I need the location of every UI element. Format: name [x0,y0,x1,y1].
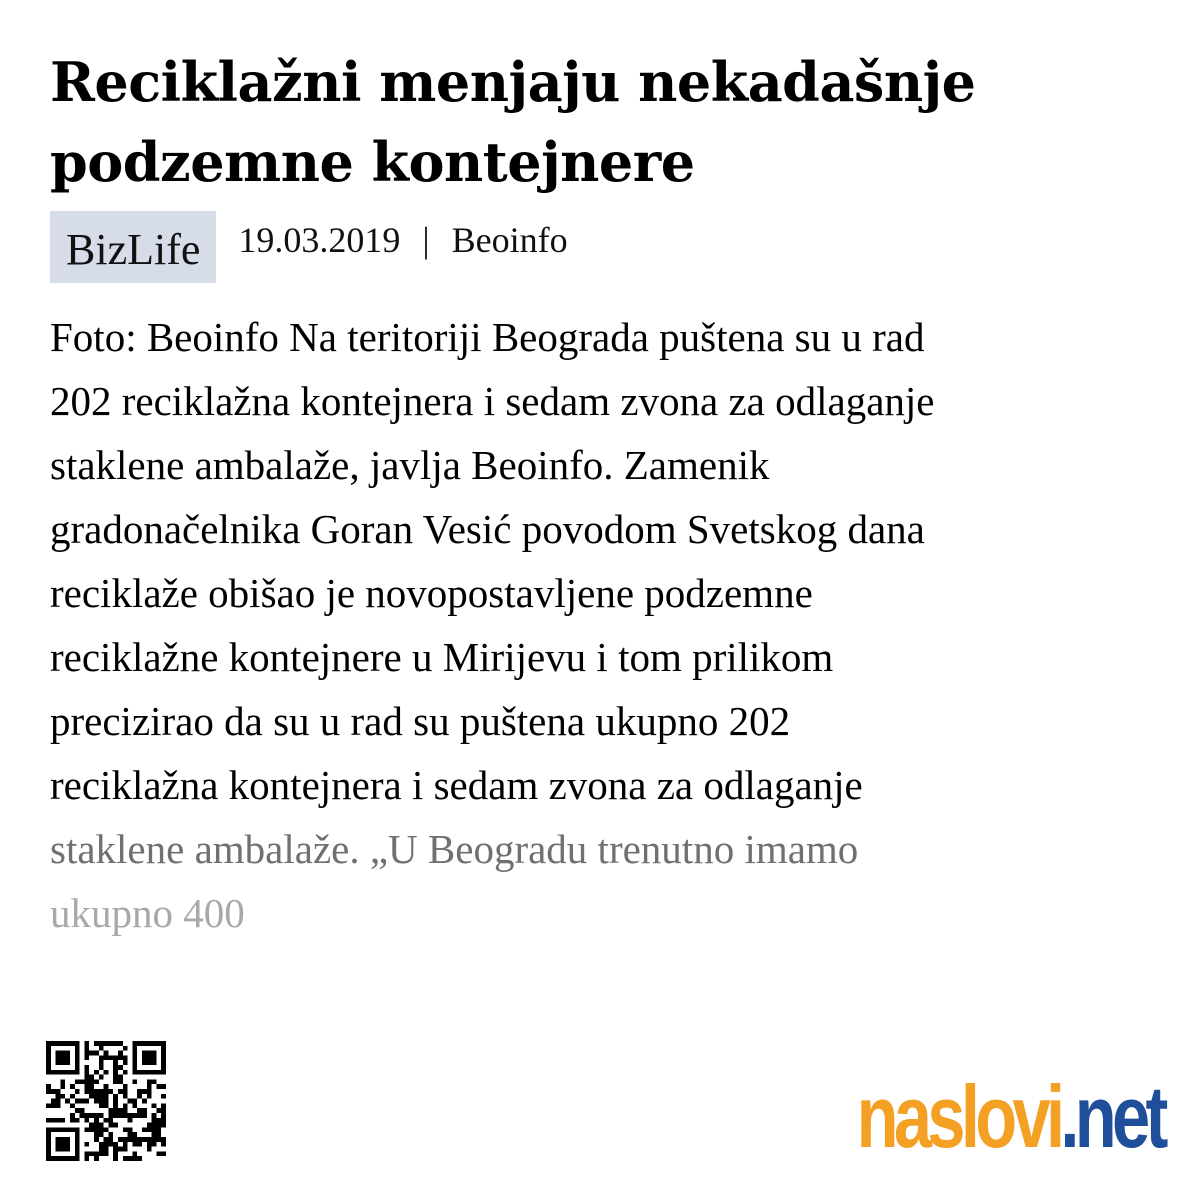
qr-module [94,1137,99,1142]
article-title[interactable]: Reciklažni menjaju nekadašnje podzemne kontejnere [50,50,976,194]
qr-module [123,1046,128,1051]
logo-text-left: naslovi [856,1067,1061,1166]
body-line: reciklažne kontejnere u Mirijevu i tom prilikom [50,634,834,680]
qr-module [161,1151,166,1156]
qr-module [118,1075,123,1080]
qr-module [161,1123,166,1128]
qr-module [104,1127,109,1132]
qr-module [94,1099,99,1104]
qr-module [118,1055,123,1060]
qr-module [161,1103,166,1108]
qr-module [80,1099,85,1104]
qr-module [132,1103,137,1108]
qr-module [104,1099,109,1104]
qr-module [89,1075,94,1080]
qr-module [99,1075,104,1080]
qr-module [108,1113,113,1118]
qr-module [70,1084,75,1089]
qr-module [51,1103,56,1108]
qr-module [99,1113,104,1118]
qr-module [99,1103,104,1108]
qr-module [84,1084,89,1089]
qr-module [113,1123,118,1128]
qr-module [142,1137,147,1142]
article-meta [50,211,568,283]
qr-module [60,1094,65,1099]
qr-module [142,1089,147,1094]
qr-module [152,1079,157,1084]
qr-module [147,1089,152,1094]
qr-module [94,1094,99,1099]
qr-module [152,1137,157,1142]
qr-module [118,1108,123,1113]
meta-info [238,219,567,261]
qr-module [56,1094,61,1099]
qr-module [137,1113,142,1118]
qr-module [84,1055,89,1060]
body-line-faded: ukupno 400 [50,890,245,936]
qr-module [46,1103,51,1108]
qr-module [118,1137,123,1142]
qr-module [94,1127,99,1132]
qr-module [156,1127,161,1132]
qr-module [132,1113,137,1118]
qr-module [99,1147,104,1152]
qr-module [75,1118,80,1123]
qr-module [113,1108,118,1113]
qr-module [104,1118,109,1123]
qr-module [89,1151,94,1156]
qr-module [113,1147,118,1152]
qr-module [113,1065,118,1070]
qr-module [94,1051,99,1056]
qr-module [156,1123,161,1128]
qr-module [99,1094,104,1099]
qr-module [89,1084,94,1089]
body-line: staklene ambalaže, javlja Beoinfo. Zamenik [50,442,770,488]
qr-module [113,1151,118,1156]
body-line: reciklažna kontejnera i sedam zvona za odlaganje [50,762,863,808]
qr-module [94,1156,99,1161]
qr-module [56,1099,61,1104]
qr-module [156,1132,161,1137]
qr-module [108,1041,113,1046]
qr-module [99,1099,104,1104]
qr-module [161,1137,166,1142]
qr-module [70,1113,75,1118]
qr-module [147,1127,152,1132]
qr-module [113,1060,118,1065]
qr-module [108,1132,113,1137]
body-line-faded: staklene ambalaže. „U Beogradu trenutno imamo [50,826,859,872]
qr-module [108,1055,113,1060]
qr-module [46,1089,51,1094]
qr-module [123,1137,128,1142]
qr-module [99,1089,104,1094]
qr-module [104,1041,109,1046]
qr-module [132,1079,137,1084]
qr-module [99,1065,104,1070]
qr-module [70,1118,75,1123]
qr-module [147,1084,152,1089]
qr-module [128,1099,133,1104]
qr-module [94,1041,99,1046]
qr-module [161,1084,166,1089]
qr-module [65,1099,70,1104]
qr-module [108,1137,113,1142]
qr-module [123,1113,128,1118]
qr-module [80,1108,85,1113]
qr-module [84,1046,89,1051]
body-line: Foto: Beoinfo Na teritoriji Beograda puštena su u rad [50,314,925,360]
qr-module [147,1147,152,1152]
qr-module [137,1156,142,1161]
qr-module [99,1041,104,1046]
qr-module [118,1079,123,1084]
qr-module [137,1137,142,1142]
qr-module [113,1103,118,1108]
qr-module [70,1094,75,1099]
qr-module [89,1051,94,1056]
qr-module [142,1099,147,1104]
qr-module [89,1094,94,1099]
qr-module [147,1079,152,1084]
qr-module [84,1113,89,1118]
article-body [50,305,1170,945]
qr-module [147,1094,152,1099]
qr-module [128,1118,133,1123]
qr-module [84,1127,89,1132]
qr-module [152,1113,157,1118]
qr-module [118,1041,123,1046]
qr-module [89,1123,94,1128]
qr-module [104,1084,109,1089]
qr-module [104,1051,109,1056]
qr-module [118,1147,123,1152]
body-line: gradonačelnika Goran Vesić povodom Svetskog dana [50,506,925,552]
qr-module [113,1099,118,1104]
qr-module [60,1118,65,1123]
qr-module [104,1147,109,1152]
qr-module [113,1055,118,1060]
qr-module [123,1108,128,1113]
qr-module [104,1137,109,1142]
qr-module [113,1094,118,1099]
source-badge[interactable]: BizLife [50,211,216,283]
qr-module [94,1118,99,1123]
qr-module [84,1079,89,1084]
qr-module [142,1108,147,1113]
qr-module [99,1127,104,1132]
qr-module [51,1118,56,1123]
article-author: Beoinfo [451,220,568,260]
qr-module [46,1084,51,1089]
qr-module [75,1108,80,1113]
qr-module [99,1055,104,1060]
qr-module [84,1142,89,1147]
body-line: reciklaže obišao je novopostavljene podzemne [50,570,813,616]
qr-module [152,1103,157,1108]
qr-module [51,1089,56,1094]
qr-module [123,1103,128,1108]
qr-module [84,1099,89,1104]
qr-module [147,1142,152,1147]
qr-module [132,1099,137,1104]
qr-module [99,1060,104,1065]
qr-module [132,1137,137,1142]
qr-module [156,1118,161,1123]
qr-module [104,1103,109,1108]
qr-module [113,1075,118,1080]
qr-module [123,1089,128,1094]
meta-separator: | [422,220,430,260]
qr-module [108,1123,113,1128]
qr-module [99,1142,104,1147]
qr-module [75,1099,80,1104]
qr-module [94,1132,99,1137]
qr-module [132,1132,137,1137]
qr-module [94,1079,99,1084]
qr-module [46,1118,51,1123]
qr-module [75,1079,80,1084]
qr-module [128,1132,133,1137]
qr-module [123,1127,128,1132]
qr-module [94,1113,99,1118]
qr-module [104,1089,109,1094]
qr-module [123,1060,128,1065]
qr-module [84,1065,89,1070]
qr-module [118,1051,123,1056]
qr-module [156,1151,161,1156]
qr-module [123,1084,128,1089]
qr-module [161,1118,166,1123]
qr-module [132,1142,137,1147]
qr-module [137,1089,142,1094]
qr-module [94,1123,99,1128]
qr-module [108,1089,113,1094]
qr-module [142,1127,147,1132]
qr-module [75,1089,80,1094]
qr-module [84,1075,89,1080]
qr-module [108,1118,113,1123]
qr-module [99,1046,104,1051]
qr-module [128,1156,133,1161]
qr-module [99,1132,104,1137]
qr-module [123,1094,128,1099]
logo-text-right: .net [1060,1067,1164,1166]
qr-module [80,1079,85,1084]
qr-module [142,1113,147,1118]
qr-module [161,1108,166,1113]
article-date: 19.03.2019 [238,220,401,260]
qr-module [70,1103,75,1108]
qr-module [123,1055,128,1060]
qr-module [104,1070,109,1075]
qr-module [84,1041,89,1046]
qr-module [94,1151,99,1156]
qr-module [137,1108,142,1113]
qr-module [123,1156,128,1161]
qr-module [156,1084,161,1089]
qr-module [60,1079,65,1084]
qr-module [118,1089,123,1094]
qr-module [161,1094,166,1099]
qr-module [56,1118,61,1123]
qr-code-icon[interactable] [46,1038,166,1164]
qr-module [118,1113,123,1118]
qr-module [123,1070,128,1075]
qr-module [132,1151,137,1156]
qr-module [156,1137,161,1142]
qr-module [84,1118,89,1123]
qr-module [147,1123,152,1128]
qr-module [161,1142,166,1147]
qr-module [89,1113,94,1118]
qr-module [113,1142,118,1147]
qr-module [137,1094,142,1099]
qr-module [89,1089,94,1094]
qr-module [152,1123,157,1128]
qr-module [84,1089,89,1094]
qr-module [128,1113,133,1118]
qr-module [99,1123,104,1128]
qr-module [132,1156,137,1161]
qr-module [51,1099,56,1104]
qr-module [56,1089,61,1094]
qr-module [147,1137,152,1142]
qr-module [84,1051,89,1056]
qr-module [84,1151,89,1156]
qr-module [123,1142,128,1147]
qr-module [113,1041,118,1046]
qr-module [152,1142,157,1147]
qr-module [60,1084,65,1089]
body-line: 202 reciklažna kontejnera i sedam zvona za odlaganje [50,378,935,424]
qr-module [84,1070,89,1075]
qr-module [123,1147,128,1152]
qr-module [137,1142,142,1147]
qr-module [94,1070,99,1075]
qr-module [118,1065,123,1070]
qr-module [104,1151,109,1156]
body-line: precizirao da su u rad su puštena ukupno 202 [50,698,791,744]
qr-module [108,1142,113,1147]
qr-module [80,1113,85,1118]
qr-module [128,1127,133,1132]
qr-module [89,1127,94,1132]
qr-module [104,1142,109,1147]
naslovi-net-logo[interactable] [857,1062,1164,1172]
qr-module [113,1113,118,1118]
qr-module [56,1103,61,1108]
qr-module [113,1079,118,1084]
qr-module [104,1094,109,1099]
qr-module [104,1055,109,1060]
qr-module [84,1156,89,1161]
qr-module [94,1089,99,1094]
qr-module [108,1108,113,1113]
qr-module [161,1113,166,1118]
qr-module [152,1118,157,1123]
qr-module [113,1070,118,1075]
qr-module [99,1151,104,1156]
qr-module [89,1079,94,1084]
qr-module [152,1127,157,1132]
qr-module [128,1137,133,1142]
qr-module [113,1156,118,1161]
qr-module [156,1108,161,1113]
qr-module [152,1132,157,1137]
